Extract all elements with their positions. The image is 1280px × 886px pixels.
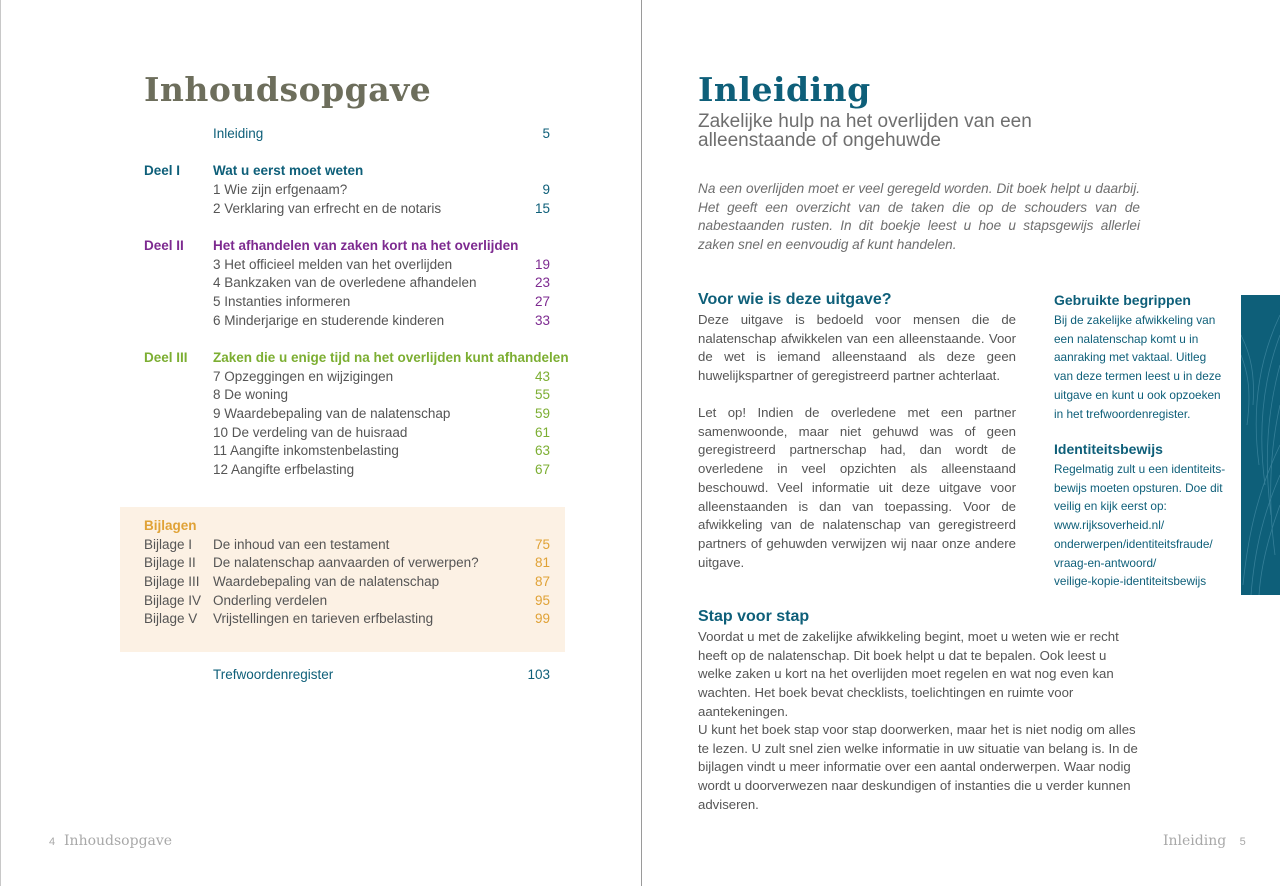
toc-appendix-number: Bijlage IV (144, 593, 202, 608)
sidebar-line: in het trefwoordenregister. (1054, 406, 1191, 421)
appendices-heading-label: Bijlagen (144, 518, 197, 533)
sidebar-line: Regelmatig zult u een identiteits- (1054, 462, 1226, 476)
toc-entry-label: Onderling verdelen (213, 593, 328, 608)
toc-appendix-entry[interactable] (144, 592, 550, 610)
toc-part-title: Wat u eerst moet weten (213, 163, 364, 178)
sidebar-link[interactable]: www.rijksoverheid.nl/ (1054, 518, 1165, 533)
toc-entry-label: 4 Bankzaken van de overledene afhandelen (213, 275, 477, 290)
toc-part-2-heading[interactable] (144, 237, 550, 255)
toc-entry-label: 8 De woning (213, 387, 289, 402)
toc-entry-page: 15 (534, 201, 550, 216)
folio-label: Inleiding (1163, 833, 1227, 849)
leaf-pattern-icon (1241, 295, 1280, 595)
sidebar-line: veilig en kijk eerst op: (1054, 499, 1167, 514)
toc-entry-page: 55 (534, 387, 550, 402)
toc-entry-label: De nalatenschap aanvaarden of verwerpen? (213, 555, 479, 570)
toc-appendix-entry[interactable] (144, 573, 550, 591)
right-folio (1163, 833, 1246, 849)
sidebar-text-begrippen (1054, 311, 1234, 423)
toc-entry[interactable] (144, 442, 550, 460)
toc-appendix-entry[interactable] (144, 610, 550, 628)
chapter-tab (1241, 295, 1280, 595)
intro-subtitle: Zakelijke hulp na het overlijden van een alleenstaande of ongehuwde (698, 111, 1032, 151)
right-page (642, 0, 1280, 886)
section-heading-voor-wie: Voor wie is deze uitgave? (698, 291, 892, 308)
toc-entry-label: 12 Aangifte erfbelasting (213, 462, 355, 477)
folio-page-number: 5 (1239, 836, 1246, 848)
toc-entry[interactable] (144, 461, 550, 479)
sidebar-line: aanraking met vaktaal. Uitleg (1054, 350, 1207, 365)
toc-appendix-number: Bijlage III (144, 574, 200, 589)
toc-title: Inhoudsopgave (144, 70, 432, 109)
toc-appendix-entry[interactable] (144, 554, 550, 572)
toc-entry[interactable] (144, 274, 550, 292)
sidebar-line: een nalatenschap komt u in (1054, 331, 1199, 346)
toc-part-number: Deel I (144, 163, 181, 178)
toc-entry-label: 1 Wie zijn erfgenaam? (213, 182, 348, 197)
toc-entry-page: 61 (534, 425, 550, 440)
sidebar-line: van deze termen leest u in deze (1054, 369, 1222, 384)
toc-entry-page: 27 (534, 294, 550, 309)
sidebar-heading-begrippen: Gebruikte begrippen (1054, 292, 1191, 308)
intro-lead-paragraph: Na een overlijden moet er veel geregeld worden. Dit boek helpt u daarbij. Het geeft een overzicht van de taken die op de schouders van de nabestaanden rusten. In dit boekje leest u hoe u stapsgewijs allerlei zaken snel en eenvoudig af kunt handelen. (698, 181, 1140, 252)
toc-entry-inleiding[interactable] (144, 125, 550, 143)
sidebar-line: bewijs moeten opsturen. Doe dit (1054, 480, 1223, 495)
toc-entry-label: 10 De verdeling van de huisraad (213, 425, 408, 440)
toc-entry-label: Vrijstellingen en tarieven erfbelasting (213, 611, 434, 626)
appendices-heading (144, 517, 550, 535)
sidebar-link[interactable]: onderwerpen/identiteitsfraude/ (1054, 536, 1213, 551)
toc-entry-label: Waardebepaling van de nalatenschap (213, 574, 440, 589)
toc-entry-label: 3 Het officieel melden van het overlijden (213, 257, 453, 272)
toc-part-number: Deel II (144, 238, 184, 253)
section-paragraph: U kunt het boek stap voor stap doorwerken, maar het is niet nodig om alles te lezen. U zult snel zien welke informatie in uw situatie van belang is. In de bijlagen vindt u meer informatie over een aantal onderwerpen. Waar nodig wordt u doorverwezen naar deskundigen of instanties die u verder kunnen adviseren. (698, 722, 1138, 812)
toc-entry-label: 6 Minderjarige en studerende kinderen (213, 313, 445, 328)
toc-entry-label: 2 Verklaring van erfrecht en de notaris (213, 201, 442, 216)
toc-entry-label: Inleiding (213, 126, 264, 141)
sidebar-link[interactable]: veilige-kopie-identiteitsbewijs (1054, 574, 1207, 589)
sidebar-heading-identiteitsbewijs: Identiteitsbewijs (1054, 441, 1163, 457)
sidebar-line: Bij de zakelijke afwikkeling van (1054, 313, 1216, 327)
toc-part-title: Zaken die u enige tijd na het overlijden kunt afhandelen (213, 350, 569, 365)
toc-appendix-number: Bijlage I (144, 537, 193, 552)
toc-entry-label: De inhoud van een testament (213, 537, 390, 552)
toc-entry[interactable] (144, 312, 550, 330)
toc-part-title: Het afhandelen van zaken kort na het overlijden (213, 238, 519, 253)
toc-entry[interactable] (144, 200, 550, 218)
toc-entry[interactable] (144, 256, 550, 274)
toc-part-number: Deel III (144, 350, 188, 365)
toc-entry-page: 103 (527, 667, 550, 682)
toc-entry-page: 5 (542, 126, 550, 141)
toc-part-3-heading[interactable] (144, 349, 569, 367)
toc-appendix-number: Bijlage V (144, 611, 198, 626)
toc-entry-page: 43 (534, 369, 550, 384)
toc-entry-label: 11 Aangifte inkomstenbelasting (213, 443, 399, 458)
toc-entry[interactable] (144, 293, 550, 311)
toc-entry[interactable] (144, 368, 550, 386)
section-paragraph: Deze uitgave is bedoeld voor mensen die de nalatenschap afwikkelen van een alleenstaande. Voor de wet is iemand alleenstaand als deze geen huwelijkspartner of geregistreerd partner achterlaat. (698, 312, 1016, 384)
left-folio (49, 833, 172, 849)
toc-entry-page: 33 (534, 313, 550, 328)
toc-appendix-number: Bijlage II (144, 555, 196, 570)
toc-entry-page: 9 (542, 182, 550, 197)
toc-appendix-entry[interactable] (144, 536, 550, 554)
sidebar-line: uitgave en kunt u ook opzoeken (1054, 387, 1221, 402)
folio-label: Inhoudsopgave (64, 833, 173, 849)
toc-entry-page: 19 (534, 257, 550, 272)
folio-page-number: 4 (49, 836, 56, 848)
sidebar-text-identiteitsbewijs (1054, 460, 1234, 591)
toc-entry-page: 75 (534, 537, 550, 552)
toc-entry-label: 9 Waardebepaling van de nalatenschap (213, 406, 451, 421)
toc-entry-page: 95 (534, 593, 550, 608)
toc-entry-label: 5 Instanties informeren (213, 294, 351, 309)
toc-entry-page: 59 (534, 406, 550, 421)
toc-entry-index[interactable] (144, 666, 550, 684)
toc-part-1-heading[interactable] (144, 162, 550, 180)
toc-entry-page: 81 (534, 555, 550, 570)
toc-entry-page: 63 (534, 443, 550, 458)
toc-entry-page: 23 (534, 275, 550, 290)
toc-entry-label: 7 Opzeggingen en wijzigingen (213, 369, 394, 384)
toc-entry-page: 99 (534, 611, 550, 626)
intro-title: Inleiding (698, 70, 871, 109)
section-heading-stap-voor-stap: Stap voor stap (698, 608, 810, 625)
toc-entry[interactable] (144, 181, 550, 199)
section-paragraph: Let op! Indien de overledene met een partner samenwoonde, maar niet gehuwd was of geen geregistreerd partnerschap had, dan wordt de overledene in veel opzichten als alleenstaand beschouwd. Veel informatie uit deze uitgave voor alleenstaanden is dan van toepassing. Voor de afwikkeling van de nalatenschap van geregistreerd partners of gehuwden verwijzen wij naar onze andere uitgave. (698, 405, 1016, 570)
section-paragraph: Voordat u met de zakelijke afwikkeling begint, moet u weten wie er recht heeft op de nalatenschap. Dit boek helpt u dat te bepalen. Ook leest u welke zaken u kort na het overlijden moet regelen en wat nog even kan wachten. Het boek bevat checklists, toelichtingen en ruimte voor aantekeningen. (698, 629, 1119, 719)
toc-entry-label: Trefwoordenregister (213, 667, 334, 682)
sidebar-link[interactable]: vraag-en-antwoord/ (1054, 555, 1157, 570)
toc-entry[interactable] (144, 405, 550, 423)
toc-entry-page: 87 (534, 574, 550, 589)
toc-entry-page: 67 (534, 462, 550, 477)
toc-entry[interactable] (144, 424, 550, 442)
toc-entry[interactable] (144, 386, 550, 404)
